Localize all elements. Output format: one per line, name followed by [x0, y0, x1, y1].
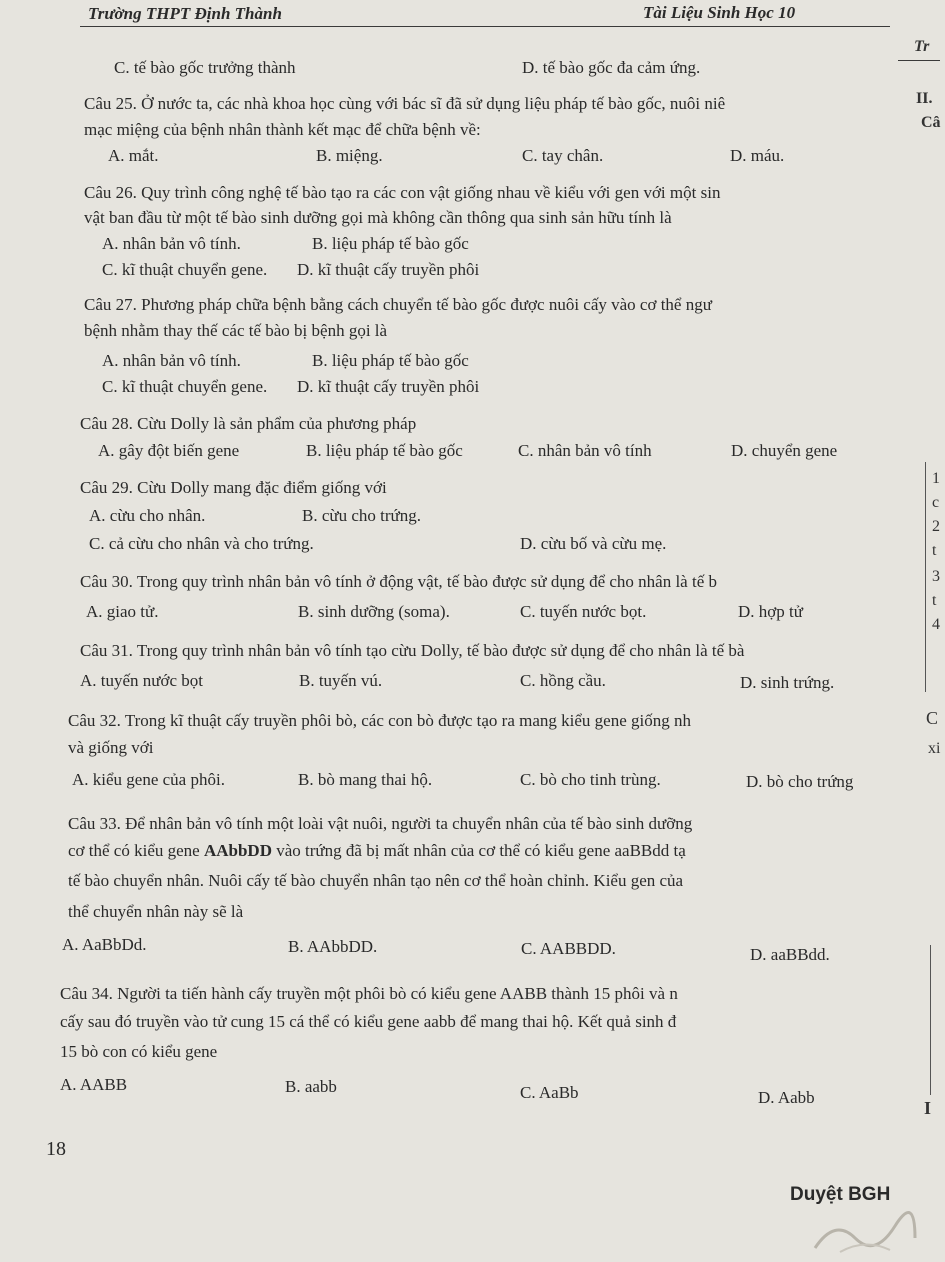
q31-option-d: D. sinh trứng. — [740, 673, 835, 692]
q24-option-c: C. tế bào gốc trưởng thành — [114, 58, 296, 77]
q31-option-b: B. tuyến vú. — [299, 671, 383, 690]
right-edge-text-8: 3 — [932, 568, 940, 585]
q29-option-c: C. cả cừu cho nhân và cho trứng. — [89, 534, 314, 553]
q27-option-b: B. liệu pháp tế bào gốc — [312, 351, 469, 370]
q33-option-d: D. aaBBdd. — [750, 945, 830, 964]
q30-option-b: B. sinh dưỡng (soma). — [298, 602, 450, 621]
right-edge-divider — [925, 462, 926, 692]
right-edge-text-9: t — [932, 592, 937, 609]
q25-text-1: Câu 25. Ở nước ta, các nhà khoa học cùng với bác sĩ đã sử dụng liệu pháp tế bào gốc, nuôi niê — [84, 94, 726, 113]
q29-option-b: B. cừu cho trứng. — [302, 506, 421, 525]
header-title: Tài Liệu Sinh Học 10 — [643, 3, 796, 22]
right-edge-text-2: II. — [916, 90, 933, 107]
q31-text-1: Câu 31. Trong quy trình nhân bản vô tính tạo cừu Dolly, tế bào được sử dụng để cho nhân là tế bà — [80, 641, 745, 660]
q26-option-c: C. kĩ thuật chuyển gene. — [102, 260, 268, 279]
q30-text-1: Câu 30. Trong quy trình nhân bản vô tính ở động vật, tế bào được sử dụng để cho nhân là tế b — [80, 572, 717, 591]
q31-option-a: A. tuyến nước bọt — [80, 671, 204, 690]
q33-option-c: C. AABBDD. — [521, 939, 616, 958]
right-edge-text-12: xi — [928, 740, 941, 757]
q32-text-2: và giống với — [68, 738, 154, 757]
q27-text-1: Câu 27. Phương pháp chữa bệnh bằng cách chuyển tế bào gốc được nuôi cấy vào cơ thể ngư — [84, 295, 712, 314]
q28-option-a: A. gây đột biến gene — [98, 441, 240, 460]
q33-text-2 — [68, 841, 686, 861]
approval-signature-label: Duyệt BGH — [790, 1184, 891, 1205]
q31-option-c: C. hồng cầu. — [520, 671, 606, 690]
q25-option-a: A. mắt. — [108, 146, 159, 165]
q25-option-b: B. miệng. — [316, 146, 383, 165]
q33-text-2c: vào trứng đã bị mất nhân của cơ thể có kiểu gene aaBBdd tạ — [272, 841, 686, 860]
q34-option-d: D. Aabb — [758, 1088, 815, 1107]
q26-text-1: Câu 26. Quy trình công nghệ tế bào tạo ra các con vật giống nhau về kiểu với gen với một sin — [84, 183, 721, 202]
q33-option-a: A. AaBbDd. — [62, 935, 147, 954]
q25-text-2: mạc miệng của bệnh nhân thành kết mạc để chữa bệnh về: — [84, 120, 481, 139]
q33-text-4: thể chuyển nhân này sẽ là — [68, 902, 244, 921]
q32-option-d: D. bò cho trứng — [746, 772, 854, 791]
q34-text-2: cấy sau đó truyền vào tử cung 15 cá thể có kiểu gene aabb để mang thai hộ. Kết quả sinh đ — [60, 1012, 677, 1031]
right-edge-divider-2 — [930, 945, 931, 1095]
q25-option-d: D. máu. — [730, 146, 785, 165]
q26-option-a: A. nhân bản vô tính. — [102, 234, 241, 253]
right-edge-text-11: C — [926, 708, 939, 728]
q34-option-c: C. AaBb — [520, 1083, 579, 1102]
right-edge-text-10: 4 — [932, 616, 940, 633]
q27-option-c: C. kĩ thuật chuyển gene. — [102, 377, 268, 396]
q32-option-a: A. kiểu gene của phôi. — [72, 770, 225, 789]
q34-text-3: 15 bò con có kiểu gene — [60, 1042, 218, 1061]
q33-genotype-donor: AAbbDD — [203, 841, 272, 860]
q28-option-c: C. nhân bản vô tính — [518, 441, 652, 460]
q26-text-2: vật ban đầu từ một tế bào sinh dưỡng gọi mà không cần thông qua sinh sản hữu tính là — [84, 208, 672, 227]
q27-option-d: D. kĩ thuật cấy truyền phôi — [297, 377, 480, 396]
q29-option-d: D. cừu bố và cừu mẹ. — [520, 534, 667, 553]
q25-option-c: C. tay chân. — [522, 146, 604, 165]
right-edge-text-13: I — [924, 1098, 932, 1118]
q33-text-1: Câu 33. Để nhân bản vô tính một loài vật nuôi, người ta chuyển nhân của tế bào sinh dưỡng — [68, 814, 693, 833]
right-edge-text-4: 1 — [932, 470, 940, 487]
q26-option-d: D. kĩ thuật cấy truyền phôi — [297, 260, 480, 279]
right-edge-rule — [898, 60, 940, 61]
right-edge-text-5: c — [932, 494, 940, 511]
q28-option-b: B. liệu pháp tế bào gốc — [306, 441, 463, 460]
q29-option-a: A. cừu cho nhân. — [89, 506, 206, 525]
signature-scribble-icon — [810, 1208, 920, 1260]
q32-option-b: B. bò mang thai hộ. — [298, 770, 433, 789]
right-edge-text-3: Câ — [921, 114, 941, 131]
q33-option-b: B. AAbbDD. — [288, 937, 378, 956]
header-rule — [80, 26, 890, 27]
q27-option-a: A. nhân bản vô tính. — [102, 351, 241, 370]
q29-text-1: Câu 29. Cừu Dolly mang đặc điểm giống với — [80, 478, 387, 497]
right-edge-text-1: Tr — [914, 38, 930, 55]
header-school: Trường THPT Định Thành — [88, 4, 282, 23]
right-edge-text-7: t — [932, 542, 937, 559]
q24-option-d: D. tế bào gốc đa cảm ứng. — [522, 58, 701, 77]
q28-option-d: D. chuyển gene — [731, 441, 838, 460]
page-number: 18 — [46, 1138, 66, 1160]
right-edge-text-6: 2 — [932, 518, 940, 535]
q33-text-2a: cơ thể có kiểu gene — [68, 841, 204, 860]
q32-option-c: C. bò cho tinh trùng. — [520, 770, 661, 789]
q26-option-b: B. liệu pháp tế bào gốc — [312, 234, 469, 253]
q34-option-a: A. AABB — [60, 1075, 128, 1094]
q34-option-b: B. aabb — [285, 1077, 337, 1096]
q33-text-3: tế bào chuyển nhân. Nuôi cấy tế bào chuyển nhân tạo nên cơ thể hoàn chỉnh. Kiểu gen của — [68, 871, 684, 890]
q34-text-1: Câu 34. Người ta tiến hành cấy truyền một phôi bò có kiểu gene AABB thành 15 phôi và n — [60, 984, 678, 1003]
q32-text-1: Câu 32. Trong kĩ thuật cấy truyền phôi bò, các con bò được tạo ra mang kiểu gene giống nh — [68, 711, 691, 730]
q30-option-a: A. giao tử. — [86, 602, 159, 621]
q27-text-2: bệnh nhằm thay thế các tế bào bị bệnh gọi là — [84, 321, 388, 340]
q28-text-1: Câu 28. Cừu Dolly là sản phẩm của phương pháp — [80, 414, 417, 433]
q30-option-d: D. hợp tử — [738, 602, 803, 621]
q30-option-c: C. tuyến nước bọt. — [520, 602, 647, 621]
